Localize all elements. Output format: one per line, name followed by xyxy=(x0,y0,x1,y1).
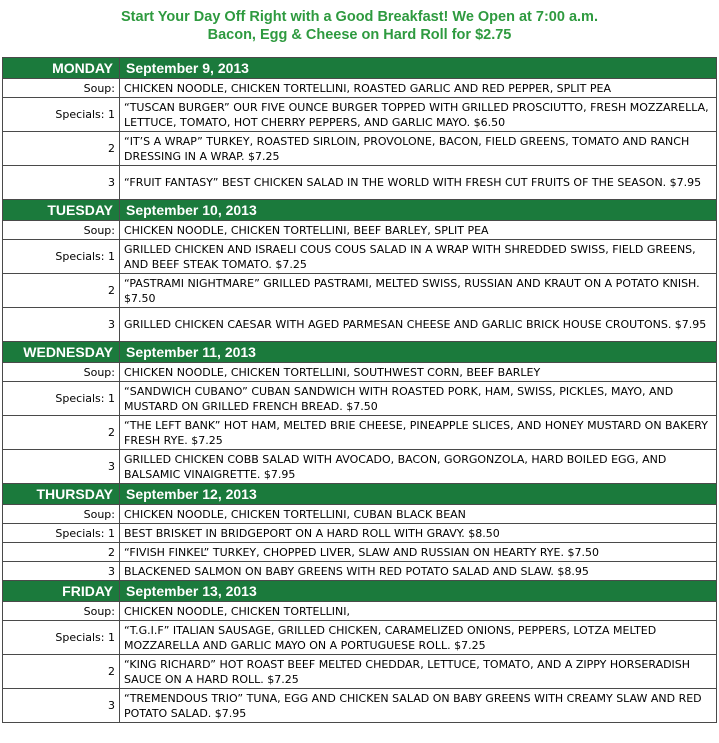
breakfast-announcement: Start Your Day Off Right with a Good Breakfast! We Open at 7:00 a.m. xyxy=(121,9,598,25)
row-text: “KING RICHARD” HOT ROAST BEEF MELTED CHEDDAR, LETTUCE, TOMATO, AND A ZIPPY HORSERADISH SAUCE ON A HARD ROLL. $7.25 xyxy=(120,655,717,689)
special-row xyxy=(3,543,717,562)
day-name: WEDNESDAY xyxy=(3,342,120,363)
row-label: 3 xyxy=(3,689,120,723)
row-label: 3 xyxy=(3,308,120,342)
special-row xyxy=(3,308,717,342)
row-text: “FIVISH FINKEL” TURKEY, CHOPPED LIVER, SLAW AND RUSSIAN ON HEARTY RYE. $7.50 xyxy=(120,543,717,562)
soup-row xyxy=(3,79,717,98)
special-row xyxy=(3,382,717,416)
special-row xyxy=(3,416,717,450)
row-label: 2 xyxy=(3,655,120,689)
row-label: Specials: 1 xyxy=(3,382,120,416)
special-row xyxy=(3,98,717,132)
special-row xyxy=(3,240,717,274)
row-text: BLACKENED SALMON ON BABY GREENS WITH RED POTATO SALAD AND SLAW. $8.95 xyxy=(120,562,717,581)
day-name: THURSDAY xyxy=(3,484,120,505)
row-label: Soup: xyxy=(3,363,120,382)
row-text: GRILLED CHICKEN COBB SALAD WITH AVOCADO, BACON, GORGONZOLA, HARD BOILED EGG, AND BALSAMIC VINAIGRETTE. $7.95 xyxy=(120,450,717,484)
row-label: 2 xyxy=(3,416,120,450)
row-text: GRILLED CHICKEN CAESAR WITH AGED PARMESAN CHEESE AND GARLIC BRICK HOUSE CROUTONS. $7.95 xyxy=(120,308,717,342)
special-row xyxy=(3,524,717,543)
day-date: September 10, 2013 xyxy=(120,200,717,221)
row-label: 3 xyxy=(3,450,120,484)
row-text: CHICKEN NOODLE, CHICKEN TORTELLINI, CUBAN BLACK BEAN xyxy=(120,505,717,524)
weekly-menu-table xyxy=(2,57,717,723)
soup-row xyxy=(3,505,717,524)
row-text: “PASTRAMI NIGHTMARE” GRILLED PASTRAMI, MELTED SWISS, RUSSIAN AND KRAUT ON A POTATO KNISH. $7.50 xyxy=(120,274,717,308)
day-name: FRIDAY xyxy=(3,581,120,602)
special-row xyxy=(3,450,717,484)
special-row xyxy=(3,274,717,308)
row-label: 2 xyxy=(3,132,120,166)
row-label: Soup: xyxy=(3,221,120,240)
special-row xyxy=(3,689,717,723)
row-text: “TREMENDOUS TRIO” TUNA, EGG AND CHICKEN SALAD ON BABY GREENS WITH CREAMY SLAW AND RED POTATO SALAD. $7.95 xyxy=(120,689,717,723)
day-name: MONDAY xyxy=(3,58,120,79)
soup-row xyxy=(3,363,717,382)
row-label: Specials: 1 xyxy=(3,98,120,132)
day-header-row xyxy=(3,484,717,505)
special-row xyxy=(3,166,717,200)
day-date: September 13, 2013 xyxy=(120,581,717,602)
row-label: 3 xyxy=(3,562,120,581)
soup-row xyxy=(3,221,717,240)
day-date: September 9, 2013 xyxy=(120,58,717,79)
day-header-row xyxy=(3,200,717,221)
row-text: “TUSCAN BURGER” OUR FIVE OUNCE BURGER TOPPED WITH GRILLED PROSCIUTTO, FRESH MOZZARELLA, LETTUCE, TOMATO, HOT CHERRY PEPPERS, AND GARLIC MAYO. $6.50 xyxy=(120,98,717,132)
day-header-row xyxy=(3,581,717,602)
row-text: BEST BRISKET IN BRIDGEPORT ON A HARD ROLL WITH GRAVY. $8.50 xyxy=(120,524,717,543)
breakfast-special: Bacon, Egg & Cheese on Hard Roll for $2.75 xyxy=(207,27,512,43)
day-date: September 11, 2013 xyxy=(120,342,717,363)
row-label: 2 xyxy=(3,274,120,308)
row-label: Specials: 1 xyxy=(3,524,120,543)
row-label: Soup: xyxy=(3,79,120,98)
menu-header xyxy=(0,0,719,46)
row-text: GRILLED CHICKEN AND ISRAELI COUS COUS SALAD IN A WRAP WITH SHREDDED SWISS, FIELD GREENS, AND BEEF STEAK TOMATO. $7.25 xyxy=(120,240,717,274)
row-label: 3 xyxy=(3,166,120,200)
row-text: CHICKEN NOODLE, CHICKEN TORTELLINI, BEEF BARLEY, SPLIT PEA xyxy=(120,221,717,240)
special-row xyxy=(3,132,717,166)
soup-row xyxy=(3,602,717,621)
row-text: CHICKEN NOODLE, CHICKEN TORTELLINI, xyxy=(120,602,717,621)
row-label: Soup: xyxy=(3,505,120,524)
special-row xyxy=(3,562,717,581)
row-text: CHICKEN NOODLE, CHICKEN TORTELLINI, SOUTHWEST CORN, BEEF BARLEY xyxy=(120,363,717,382)
day-header-row xyxy=(3,58,717,79)
day-date: September 12, 2013 xyxy=(120,484,717,505)
row-text: “THE LEFT BANK” HOT HAM, MELTED BRIE CHEESE, PINEAPPLE SLICES, AND HONEY MUSTARD ON BAKERY FRESH RYE. $7.25 xyxy=(120,416,717,450)
row-text: CHICKEN NOODLE, CHICKEN TORTELLINI, ROASTED GARLIC AND RED PEPPER, SPLIT PEA xyxy=(120,79,717,98)
row-label: Specials: 1 xyxy=(3,621,120,655)
row-text: “SANDWICH CUBANO” CUBAN SANDWICH WITH ROASTED PORK, HAM, SWISS, PICKLES, MAYO, AND MUSTARD ON GRILLED FRENCH BREAD. $7.50 xyxy=(120,382,717,416)
special-row xyxy=(3,655,717,689)
row-label: Specials: 1 xyxy=(3,240,120,274)
row-text: “FRUIT FANTASY” BEST CHICKEN SALAD IN THE WORLD WITH FRESH CUT FRUITS OF THE SEASON. $7.95 xyxy=(120,166,717,200)
day-name: TUESDAY xyxy=(3,200,120,221)
row-label: Soup: xyxy=(3,602,120,621)
row-text: “IT’S A WRAP” TURKEY, ROASTED SIRLOIN, PROVOLONE, BACON, FIELD GREENS, TOMATO AND RANCH DRESSING IN A WRAP. $7.25 xyxy=(120,132,717,166)
row-label: 2 xyxy=(3,543,120,562)
day-header-row xyxy=(3,342,717,363)
special-row xyxy=(3,621,717,655)
row-text: “T.G.I.F” ITALIAN SAUSAGE, GRILLED CHICKEN, CARAMELIZED ONIONS, PEPPERS, LOTZA MELTED MOZZARELLA AND GARLIC MAYO ON A PORTUGUESE ROLL. $7.25 xyxy=(120,621,717,655)
